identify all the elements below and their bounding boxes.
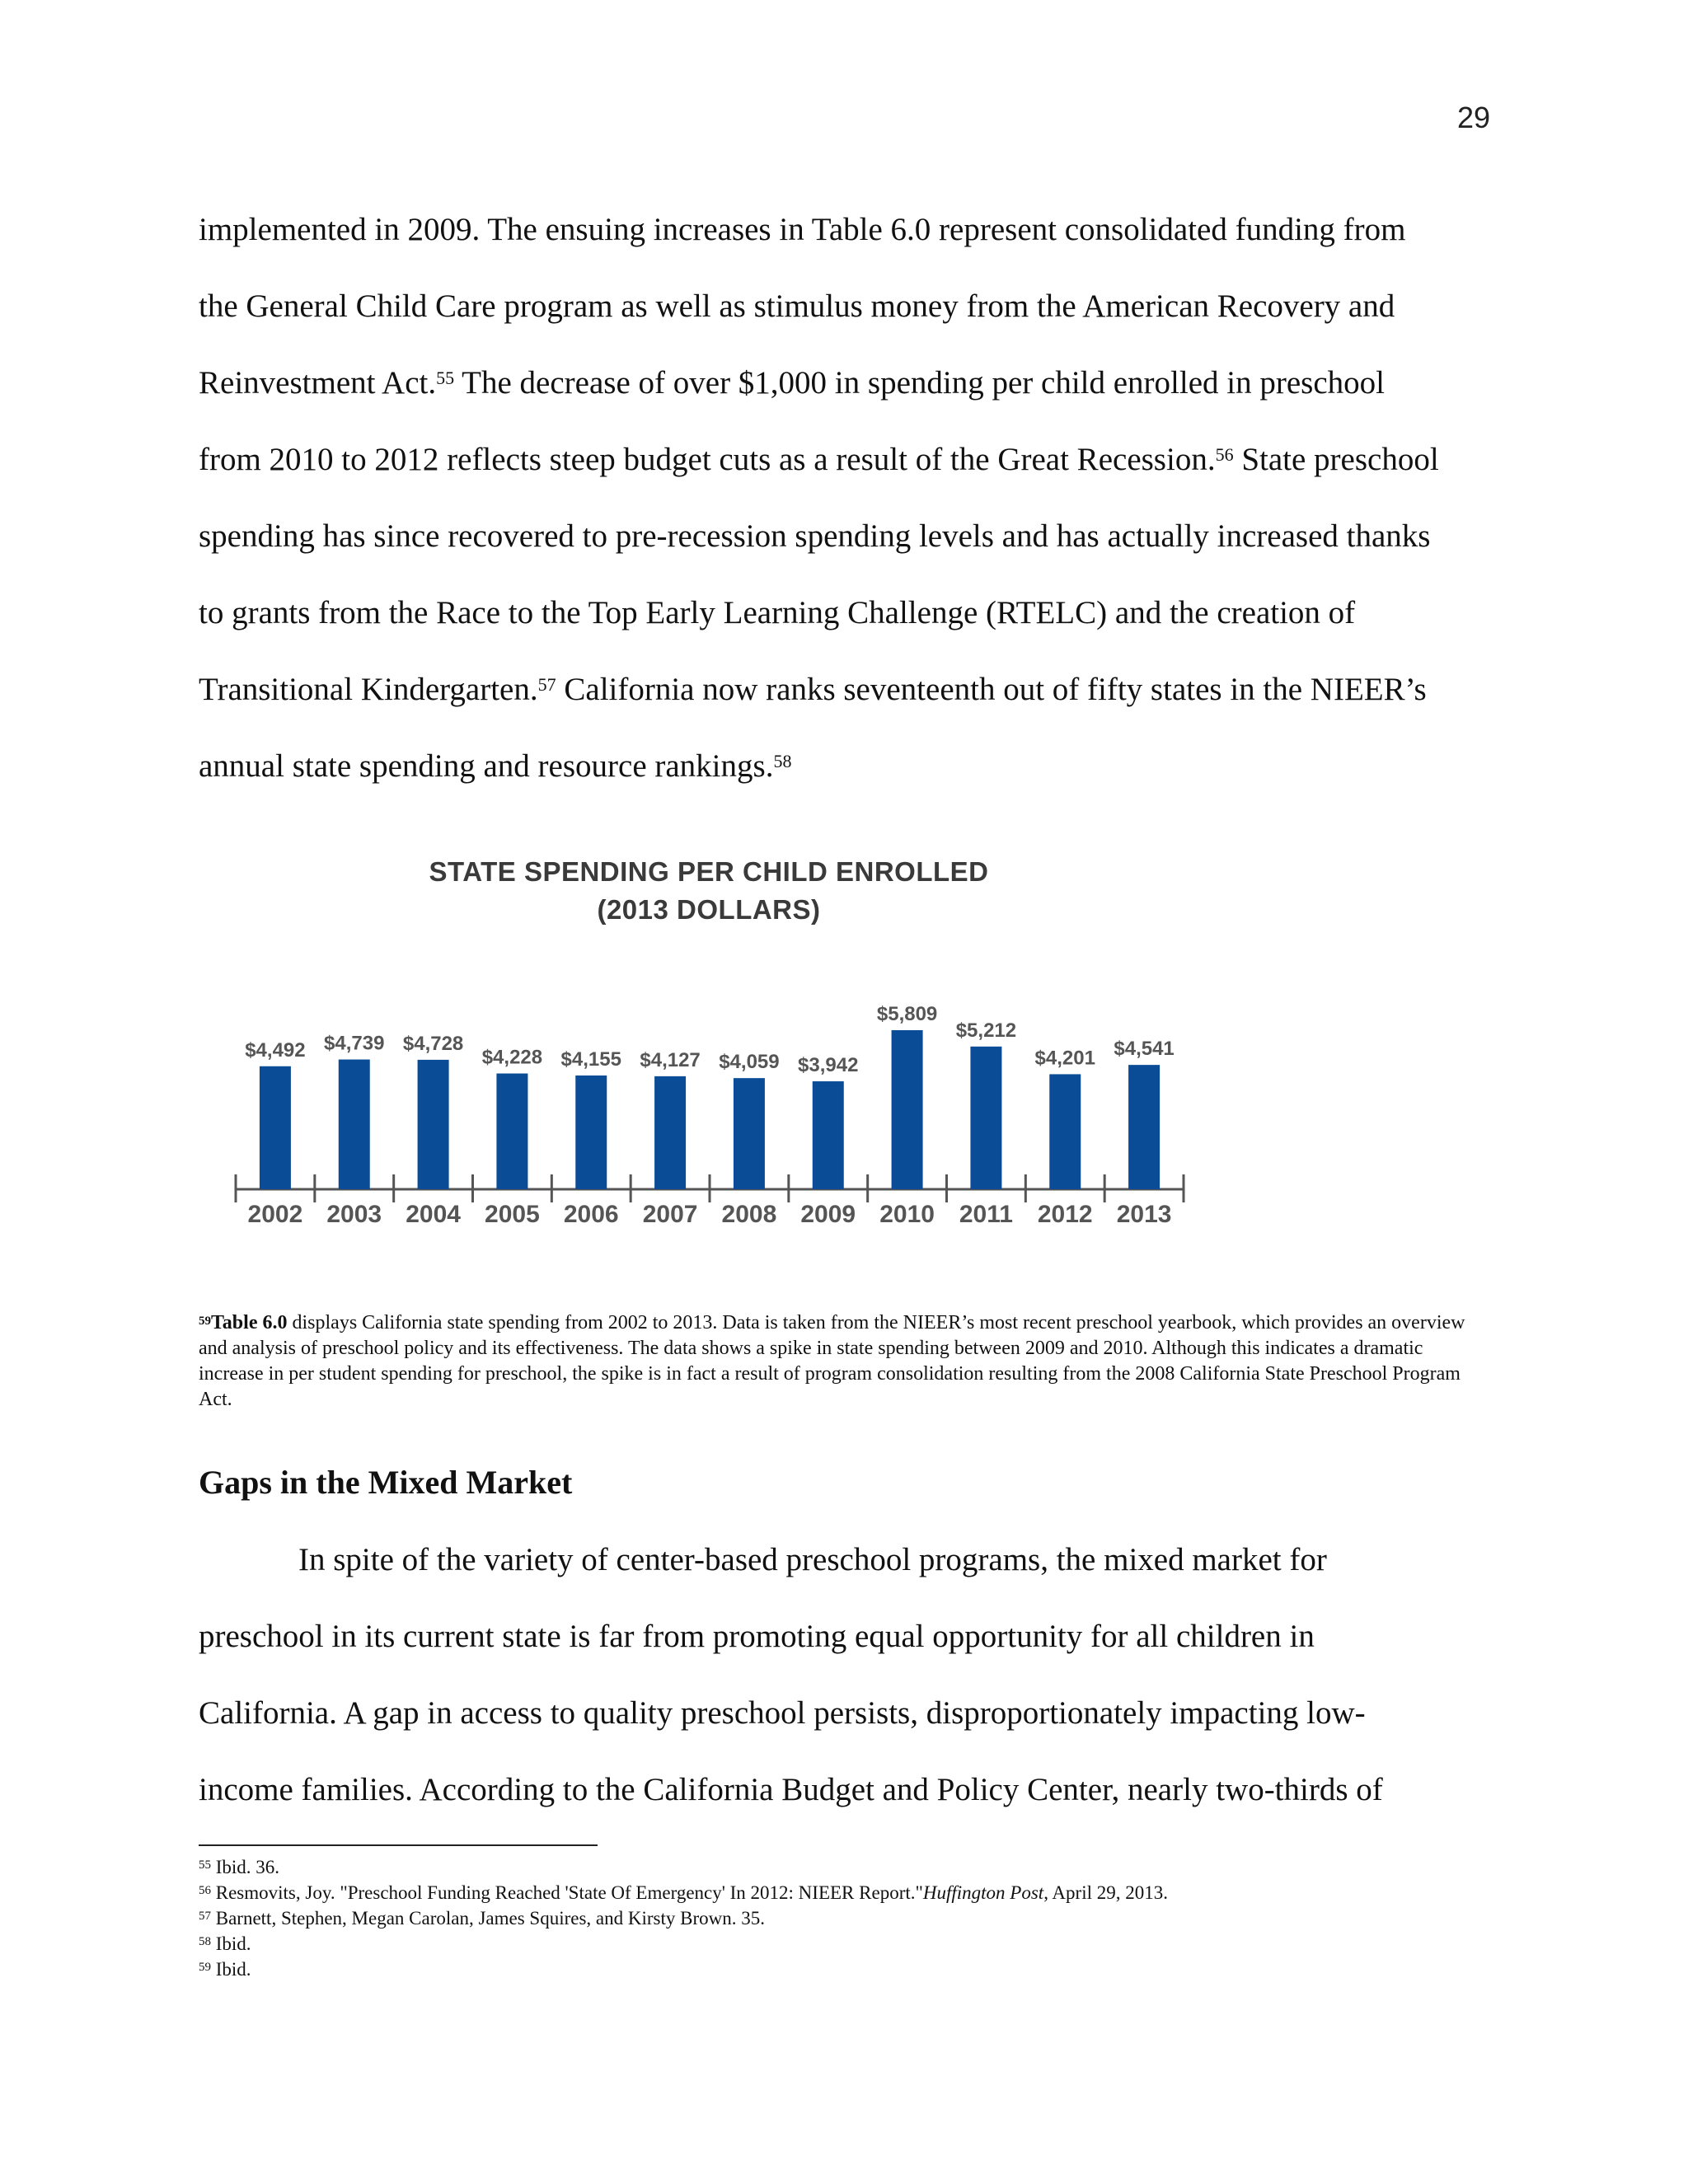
- bar-2011: [970, 1047, 1001, 1189]
- bar-2013: [1128, 1065, 1160, 1189]
- footnote-ref-55[interactable]: 55: [436, 368, 455, 388]
- data-label-2005: $4,228: [481, 1046, 543, 1069]
- data-label-2013: $4,541: [1114, 1038, 1175, 1061]
- paragraph-line: the General Child Care program as well as stimulus money from the American Recovery and: [199, 288, 1395, 324]
- bar-2007: [654, 1076, 686, 1189]
- paragraph-line: Transitional Kindergarten.$^{57}$ California now ranks seventeenth out of fifty states in the NIEER’s: [199, 672, 1427, 707]
- data-label-2008: $4,059: [719, 1051, 780, 1074]
- x-tick-label-2007: 2007: [642, 1201, 698, 1228]
- footnote-57: $^{57}$ Barnett, Stephen, Megan Carolan, James Squires, and Kirsty Brown. 35.: [199, 1908, 765, 1929]
- data-label-2006: $4,155: [560, 1047, 621, 1071]
- x-tick-label-2013: 2013: [1116, 1201, 1172, 1228]
- footnote-ref-58[interactable]: 58: [773, 751, 792, 771]
- caption-lead: Table 6.0: [211, 1312, 288, 1333]
- footnote-59: $^{59}$ Ibid.: [199, 1959, 251, 1980]
- bar-2012: [1049, 1074, 1081, 1189]
- page-number: 29: [1456, 101, 1490, 134]
- paragraph-line: income families. According to the California Budget and Policy Center, nearly two-thirds of: [199, 1772, 1383, 1807]
- publication-title: Huffington Post: [922, 1882, 1044, 1903]
- paragraph-line: annual state spending and resource rankings.$^{58}$: [199, 748, 792, 784]
- paragraph-line: In spite of the variety of center-based preschool programs, the mixed market for: [298, 1542, 1327, 1577]
- bar-2005: [496, 1074, 528, 1189]
- data-label-2003: $4,739: [324, 1032, 385, 1055]
- spending-chart: [223, 853, 1195, 1249]
- footnote-56: $^{56}$ Resmovits, Joy. "Preschool Funding Reached 'State Of Emergency' In 2012: NIEER Report."Huffington Post, April 29, 2013.: [199, 1882, 1168, 1903]
- x-tick-label-2005: 2005: [485, 1201, 540, 1228]
- data-label-2002: $4,492: [245, 1038, 306, 1062]
- body-paragraph-bottom: [199, 1521, 1517, 1828]
- section-heading: Gaps in the Mixed Market: [199, 1464, 573, 1501]
- bar-2009: [813, 1081, 844, 1189]
- paragraph-line: California. A gap in access to quality preschool persists, disproportionately impacting low-: [199, 1695, 1366, 1731]
- table-caption: [199, 1310, 1484, 1413]
- paragraph-line: implemented in 2009. The ensuing increases in Table 6.0 represent consolidated funding from: [199, 212, 1406, 247]
- bar-2006: [575, 1076, 607, 1189]
- paragraph-line: Reinvestment Act.$^{55}$ The decrease of over $1,000 in spending per child enrolled in preschool: [199, 365, 1385, 401]
- bar-2010: [892, 1030, 923, 1189]
- bar-2002: [260, 1066, 291, 1189]
- paragraph-line: to grants from the Race to the Top Early Learning Challenge (RTELC) and the creation of: [199, 595, 1356, 630]
- footnote-58: $^{58}$ Ibid.: [199, 1933, 251, 1954]
- paragraph-line: spending has since recovered to pre-recession spending levels and has actually increased thanks: [199, 518, 1431, 554]
- data-label-2009: $3,942: [798, 1054, 859, 1077]
- chart-title: STATE SPENDING PER CHILD ENROLLED (2013 DOLLARS): [223, 853, 1195, 929]
- x-tick-label-2004: 2004: [406, 1201, 461, 1228]
- footnote-55: $^{55}$ Ibid. 36.: [199, 1857, 280, 1877]
- x-tick-label-2008: 2008: [721, 1201, 777, 1228]
- x-tick-label-2006: 2006: [563, 1201, 619, 1228]
- body-paragraph-top: [199, 191, 1517, 804]
- chart-plot: [223, 853, 1195, 1249]
- caption-text: displays California state spending from 2002 to 2013. Data is taken from the NIEER’s most recent preschool yearbook, which provides an overview and analysis of preschool policy and its effectiveness. The data shows a spike in state spending between 2009 and 2010. Although this indicates a dramatic increase in per student spending for preschool, the spike is in fact a result of program consolidation resulting from the 2008 California State Preschool Program Act.: [199, 1312, 1465, 1410]
- data-label-2004: $4,728: [402, 1032, 464, 1055]
- data-label-2010: $5,809: [876, 1003, 938, 1025]
- paragraph-line: from 2010 to 2012 reflects steep budget cuts as a result of the Great Recession.$^{56}$ State preschool: [199, 442, 1439, 477]
- paragraph-line: preschool in its current state is far from promoting equal opportunity for all children in: [199, 1619, 1315, 1654]
- bar-2003: [339, 1060, 370, 1189]
- caption-note-number: 59: [199, 1315, 211, 1328]
- x-tick-label-2010: 2010: [879, 1201, 935, 1228]
- x-tick-label-2009: 2009: [800, 1201, 856, 1228]
- data-label-2007: $4,127: [640, 1048, 701, 1071]
- chart-subtitle: (2013 DOLLARS): [597, 894, 821, 925]
- footnote-ref-57[interactable]: 57: [537, 674, 556, 695]
- bar-2008: [734, 1078, 765, 1189]
- data-label-2011: $5,212: [955, 1019, 1017, 1042]
- footnote-divider: [199, 1844, 598, 1846]
- x-tick-label-2011: 2011: [959, 1201, 1013, 1228]
- bar-2004: [418, 1060, 449, 1189]
- x-tick-label-2012: 2012: [1037, 1201, 1093, 1228]
- x-tick-label-2003: 2003: [326, 1201, 382, 1228]
- footnotes: [199, 1854, 1517, 1982]
- data-label-2012: $4,201: [1034, 1047, 1095, 1070]
- x-tick-label-2002: 2002: [247, 1201, 303, 1228]
- footnote-ref-56[interactable]: 56: [1215, 444, 1234, 465]
